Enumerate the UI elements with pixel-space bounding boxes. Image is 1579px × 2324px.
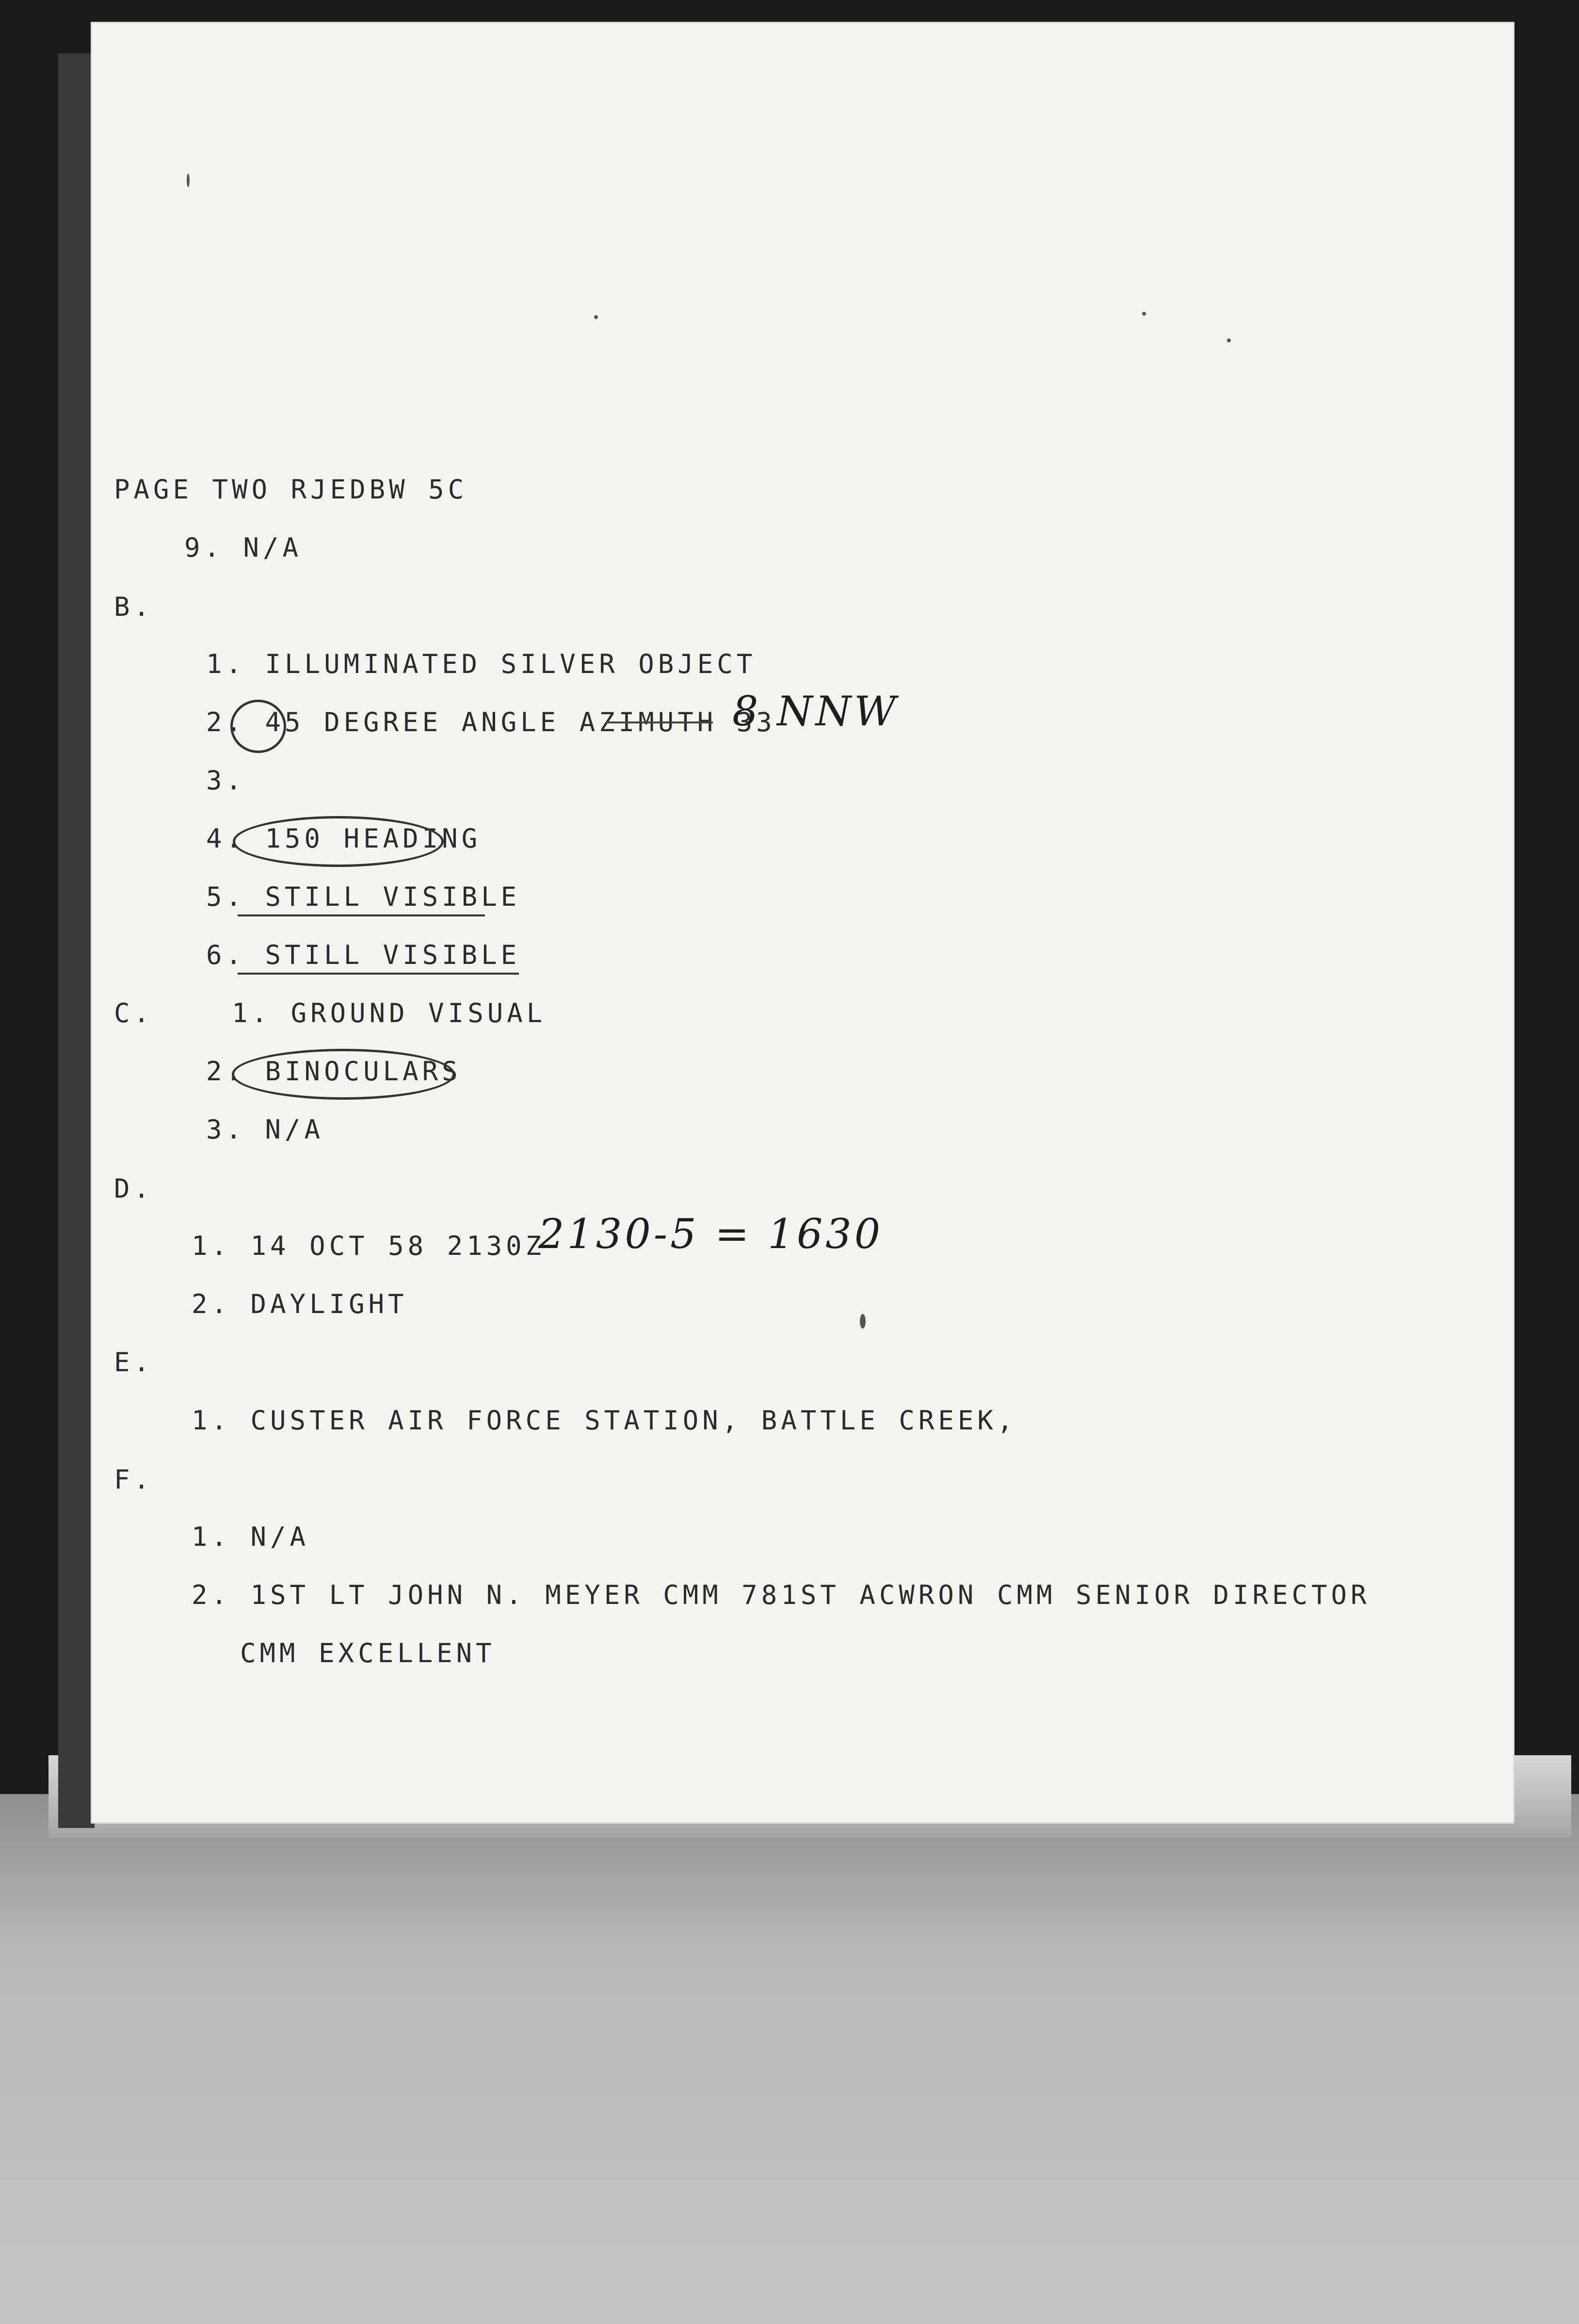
section-f: F.: [114, 1464, 154, 1495]
pen-underline-b6: [238, 973, 519, 975]
item-b5: 5. STILL VISIBLE: [206, 882, 521, 912]
background-lower: [0, 1794, 1579, 2324]
item-c2: 2. BINOCULARS: [206, 1056, 462, 1087]
item-b1: 1. ILLUMINATED SILVER OBJECT: [206, 649, 757, 679]
ink-speck: [594, 315, 598, 319]
pen-circle-angle: [230, 700, 286, 753]
ink-speck: [1227, 338, 1231, 342]
document-page: [92, 23, 1513, 1822]
item-f2: 2. 1ST LT JOHN N. MEYER CMM 781ST ACWRON CMM SENIOR DIRECTOR: [192, 1580, 1370, 1610]
pen-circle-binoculars: [232, 1049, 455, 1100]
section-d: D.: [114, 1173, 154, 1204]
item-a9: 9. N/A: [184, 532, 303, 563]
pen-strike-azimuth: [606, 721, 713, 723]
pen-underline-b5: [238, 914, 485, 916]
ink-speck: [1142, 312, 1146, 316]
ink-speck: [187, 174, 190, 187]
ink-speck: [860, 1314, 866, 1329]
item-d1: 1. 14 OCT 58 2130Z: [192, 1231, 546, 1261]
pen-circle-heading: [233, 816, 444, 867]
item-b2: 2. 45 DEGREE ANGLE AZIMUTH 33: [206, 707, 776, 737]
handwritten-azimuth-note: 8 NNW: [732, 688, 899, 735]
page-shadow: [58, 53, 95, 1828]
page-header: PAGE TWO RJEDBW 5C: [114, 474, 468, 505]
item-e1: 1. CUSTER AIR FORCE STATION, BATTLE CREEK,: [192, 1405, 1017, 1436]
item-c3: 3. N/A: [206, 1114, 324, 1145]
item-b4: 4. 150 HEADING: [206, 823, 482, 854]
handwritten-time-note: 2130-5 = 1630: [538, 1210, 884, 1258]
item-b6: 6. STILL VISIBLE: [206, 940, 521, 970]
section-b: B.: [114, 592, 154, 622]
section-e: E.: [114, 1347, 154, 1378]
item-f3: CMM EXCELLENT: [240, 1638, 496, 1668]
item-d2: 2. DAYLIGHT: [192, 1289, 408, 1319]
item-b3: 3.: [206, 765, 246, 796]
item-f1: 1. N/A: [192, 1522, 310, 1552]
section-c: C. 1. GROUND VISUAL: [114, 998, 547, 1028]
